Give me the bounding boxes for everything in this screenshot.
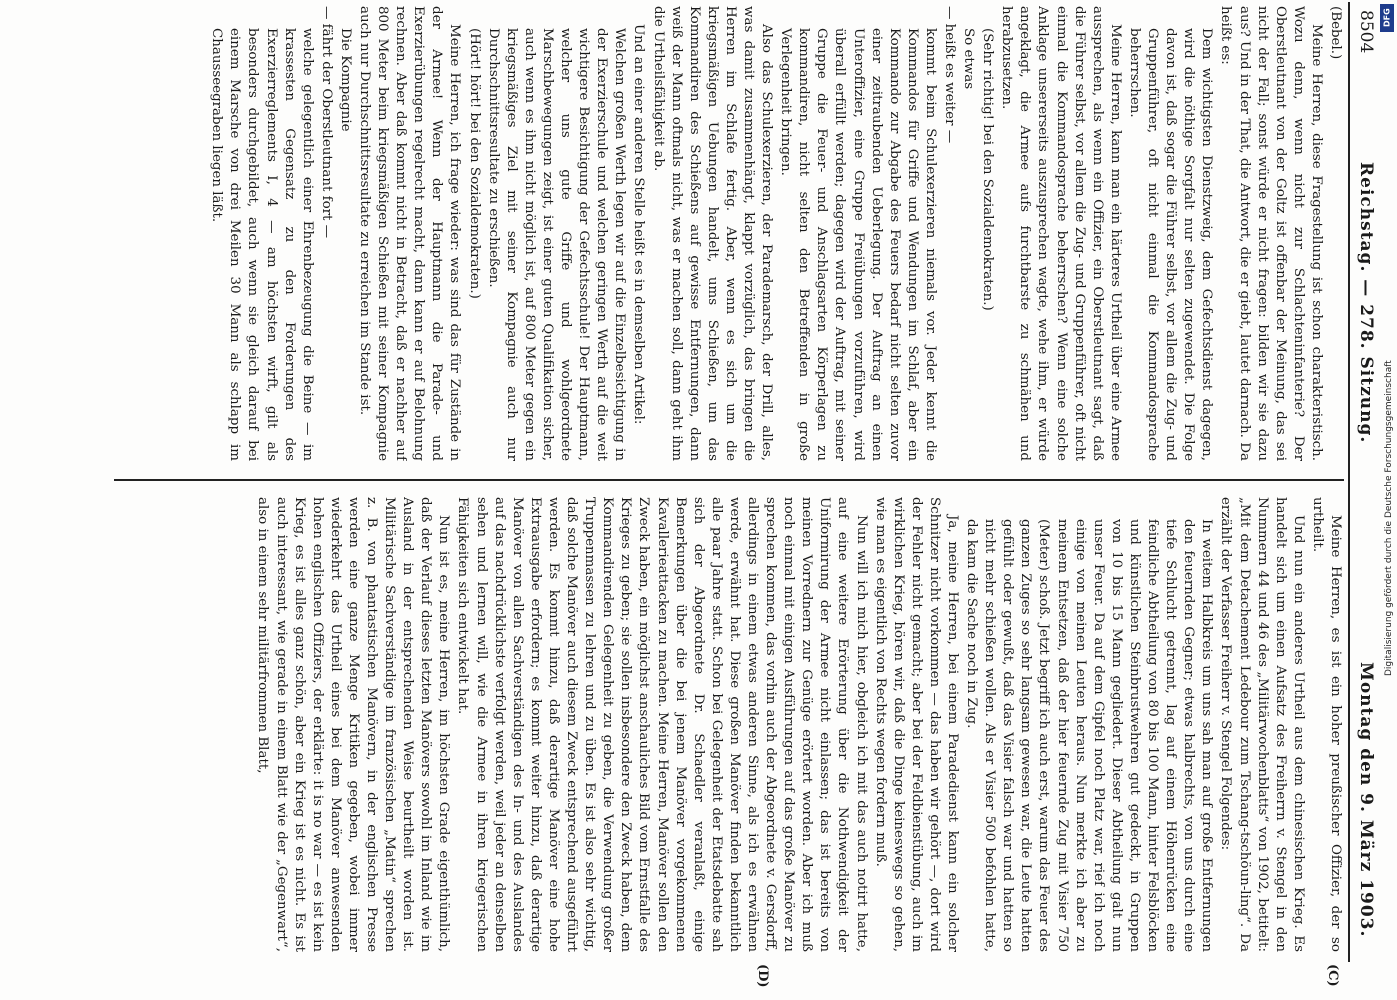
- left-column: [104, 6, 1344, 461]
- quotation: In weitem Halbkreis um uns sah man auf große Entfernungen den feuernden Gegner; etwas halbrechts, von uns durch eine tiefe Schlucht getrennt, lag auf einem Höhenrücken eine feindliche Abtheilung von 80 bis 100 Mann, hinter Felsblöcken und künstlichen Steinbrustwehren gut gedeckt, in Gruppen von 10 bis 15 Mann gegliedert. Dieser Abtheilung galt nun unser Feuer. Da auf dem Gipfel noch Platz war, rief ich noch einige von meinen Leuten heraus. Nun merkte ich aber zu meinem Entsetzen, daß der hier feuernde Zug mit Visier 750 (Meter) schoß. Jetzt begriff ich auch erst, warum das Feuer des ganzen Zuges so sehr langsam gewesen war, die Leute hatten gefühlt oder gewußt, daß das Visier falsch war und hatten so nicht mehr schießen wollen. Als er Visier 500 befohlen hatte, da kam die Sache noch in Zug.: [964, 519, 1215, 952]
- quotation: kommt beim Schulexerzieren niemals vor. Jeder kennt die Kommandos für Griffe und Wendungen im Schlaf, aber ein Kommando zur Abgabe des Feuers bedarf nicht selten zuvor einer zeitraubenden Ueberlegung. Der Auftrag an einen Unteroffizier, eine Gruppe Freiübungen vorzuführen, wird überall erfüllt werden; dagegen wird der Auftrag, mit seiner Gruppe die Feuer- und Anschlagsarten Körperlagen zu kommandiren, nicht selten den Betreffenden in große Verlegenheit bringen.: [778, 28, 938, 461]
- page-header: [1352, 2, 1380, 962]
- paragraph: Also das Schulexerzieren, der Parademarsch, der Drill, alles, was damit zusammenhängt, klappt vorzüglich, das bringen die Herren im Schlafe fertig. Aber, wenn es sich um die kriegsmäßigen Uebungen handelt, ums Schießen, um das Kommandiren des Schießens auf gewisse Entfernungen, dann weiß der Mann oftmals nicht, was er machen soll, dann geht ihm die Urtheilsfähigkeit ab.: [650, 6, 775, 461]
- speaker-label: (Bebel.): [1328, 6, 1343, 60]
- right-column: [104, 497, 1344, 952]
- quotation: Die Kompagnie: [337, 28, 353, 132]
- column-rule: [114, 479, 1344, 481]
- paragraph: Und an einer anderen Stelle heißt es in demselben Artikel:: [631, 24, 647, 425]
- paragraph: Nun will ich mich hier, obgleich ich mit das auch notirt hatte, auf eine weitere Erörterung über die Nothwendigkeit der Uniformirung der Armee nicht einlassen; das ist bereits von meinen Vorrednern zur Genüge erörtert worden. Aber ich muß noch einmal mit einigen Ausführungen auf das große Manöver zu sprechen kommen, das vorhin auch der Abgeordnete v. Gersdorff, allerdings in einem etwas anderen Sinne, als ich es erwähnen werde, erwähnt hat. Diese großen Manöver finden bekanntlich alle paar Jahre statt. Schon bei Gelegenheit der Etatsdebatte sah sich der Abgeordnete Dr. Schaedler veranlaßt, einige Bemerkungen über die bei jenem Manöver vorgekommenen Kavallerieattacken zu machen. Meine Herren, Manöver sollen den Zweck haben, ein möglichst anschauliches Bild vom Ernstfalle des Krieges zu geben; sie sollen insbesondere den Zweck haben, dem Kommandirenden Gelegenheit zu geben, die Verwendung großer Truppenmassen zu lehren und zu üben. Es ist also sehr wichtig, daß solche Manöver auch diesem Zweck entsprechend ausgeführt werden. Es kommt hinzu, daß derartige Manöver eine hohe Extraausgabe erfordern; es kommt weiter hinzu, daß derartige Manöver von allen Sachverständigen des In- und des Auslandes auf das nachdrücklichste verfolgt werden, weil jeder an denselben sehen und lernen will, wie die Armee in ihren kriegerischen Fähigkeiten sich entwickelt hat.: [455, 497, 869, 952]
- paragraph: Meine Herren, kann man ein härteres Urtheil über eine Armee aussprechen, als wenn ein Offizier, ein Oberstleutnant sagt, daß die Führer selbst, vor allem die Zug- und Gruppenführer, oft nicht einmal die Kommandosprache beherrschen? Wenn eine solche Anklage unsererseits auszusprechen wagte, wehe ihm, er würde angeklagt, die Armee aufs furchtbarste zu schmähen und herabzusetzen.: [999, 6, 1123, 461]
- session-title: Reichstag. — 278. Sitzung.: [1356, 162, 1376, 444]
- quotation: So etwas: [961, 28, 977, 90]
- paragraph: Und nun ein anderes Urtheil aus dem chinesischen Krieg. Es handelt sich um einen Aufsatz des Freiherrn v. Stengel in den Nummern 44 und 46 des „Militärwochenblatts“ von 1902, betitelt: „Mit dem Detachement Ledebour zum Tschang-tschöun-ling“. Da erzählt der Verfasser Freiherr v. Stengel Folgendes:: [1218, 497, 1306, 952]
- dfg-logo: DFG: [1380, 4, 1394, 32]
- quotation: welche gelegentlich einer Ehrenbezeugung die Beine — im krassesten Gegensatz zu den Forderungen des Exerzierreglements I, 4 — am höchsten wirft, gilt als besonders durchgebildet, auch wenn sie gleich darauf bei einem Marsche von drei Meilen 30 Mann als schlapp im Chausseegraben liegen läßt.: [209, 28, 315, 461]
- paragraph: Meine Herren, diese Fragestellung ist schon charakteristisch. Wozu denn, wenn nicht zur Schlachteninfanterie? Der Oberstleutnant von der Goltz ist offenbar der Meinung, das sei nicht der Fall; sonst würde er nicht fragen: bilden wir sie dazu aus? Und in der That, die Antwort, die er giebt, lautet darnach. Da heißt es:: [1218, 6, 1324, 461]
- header-rule: [1348, 2, 1350, 962]
- interjection: (Hört! hört! bei den Sozialdemokraten.): [466, 28, 482, 299]
- margin-marker-c: (C): [1325, 964, 1340, 987]
- aside: — fährt der Oberstleutnant fort —: [318, 6, 334, 239]
- quotation: Dem wichtigsten Dienstzweig, dem Gefechtsdienst dagegen, wird die nöthige Sorgfalt nur selten zugewendet. Die Folge davon ist, daß sogar die Führer selbst, vor allem die Zug- und Gruppenführer, oft nicht einmal die Kommandosprache beherrschen.: [1126, 28, 1215, 461]
- aside: — heißt es weiter —: [942, 6, 958, 144]
- quotation: Welchen großen Werth legen wir auf die Einzelbesichtigung in der Exerzierschule und welchen geringen Werth auf die weit wichtigere Besichtigung der Gefechtsschule! Der Hauptmann, welcher uns gute Griffe und wohlgeordnete Marschbewegungen zeigt, ist einer guten Qualifikation sicher, auch wenn es ihm nicht möglich ist, auf 800 Meter gegen ein kriegsmäßiges Ziel mit seiner Kompagnie auch nur Durchschnittsresultate zu erschießen.: [485, 28, 628, 461]
- interjection: (Sehr richtig! bei den Sozialdemokraten.): [980, 28, 996, 311]
- margin-marker-d: (D): [755, 964, 770, 988]
- page-number: 8504: [1356, 10, 1376, 54]
- digitization-credit: [1379, 0, 1395, 1000]
- paragraph: Meine Herren, es ist ein hoher preußischer Offizier, der so urtheilt.: [1309, 497, 1343, 952]
- paragraph: Ja, meine Herren, bei einem Paradedienst kann ein solcher Schnitzer nicht vorkommen — das haben wir gehört —, dort wird der Fehler nicht gemacht; aber bei der Feldbienstübung, auch im wirklichen Krieg, hören wir, daß die Dinge keineswegs so gehen, wie man es eigentlich von Rechts wegen fordern muß.: [872, 497, 961, 952]
- rotated-page-content: [90, 2, 1380, 988]
- paragraph: Nun ist es, meine Herren, im höchsten Grade eigenthümlich, daß der Verlauf dieses letzten Manövers sowohl im Inland wie im Ausland in der entsprechenden Weise beurtheilt worden ist. Militärische Sachverständige im französischen „Matin“ sprechen z. B. von phantastischen Manövern, in der englischen Presse werden eine ganze Menge Kritiken gegeben, wobei immer wiederkehrt das Urtheil eines bei dem Manöver anwesenden hohen englischen Offiziers, der erklärte: it is no war — es ist kein Krieg, es ist alles ganz schön, aber ein Krieg ist es nicht. Es ist auch interessant, wie gerade in einem Blatt wie der „Gegenwart“, also in einem sehr militärfrommen Blatt,: [255, 497, 452, 952]
- session-date: Montag den 9. März 1903.: [1356, 662, 1376, 938]
- credit-text: Digitalisierung gefördert durch die Deutsche Forschungsgemeinschaft: [1384, 360, 1394, 676]
- paragraph: Meine Herren, ich frage wieder: was sind das für Zustände in der Armee! Wenn der Hauptmann die Parade- und Exerzierübungen regelrecht macht, dann kann er auf Belohnung rechnen. Aber daß kommt nicht in Betracht, daß er nachher auf 800 Meter beim kriegsmäßigen Schießen mit seiner Kompagnie auch nur Durchschnittsresultate zu erreichen im Stande ist.: [357, 6, 463, 461]
